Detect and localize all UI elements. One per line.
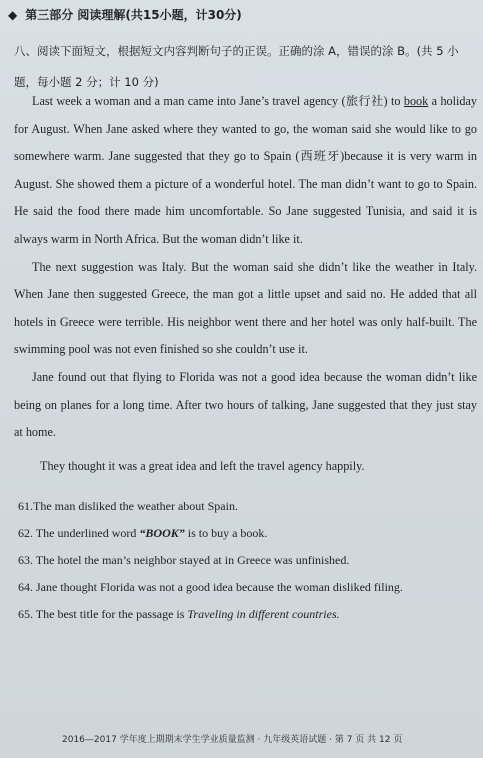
passage-paragraph-3: Jane found out that flying to Florida was not a good idea because the woman didn’t like being on planes for a long time. After two hours of talking, Jane suggested that they just stay at home. xyxy=(14,369,477,440)
instructions: 八、阅读下面短文，根据短文内容判断句子的正误。正确的涂 A，错误的涂 B。(共 5 小题，每小题 2 分；计 10 分) xyxy=(14,44,459,89)
passage-paragraph-4: They thought it was a great idea and left the travel agency happily. xyxy=(40,458,365,473)
question-62-rest: is to buy a book. xyxy=(184,526,268,540)
question-65-text: 65. The best title for the passage is xyxy=(18,607,188,621)
question-62 xyxy=(18,520,473,547)
passage-paragraph-1 xyxy=(14,88,477,254)
passage-paragraph-2: The next suggestion was Italy. But the woman said she didn’t like the weather in Italy. When Jane then suggested Greece, the man got a little upset and said no. He added that all hotels in Greece were terrible. His neighbor went there and her hotel was only half-built. The swimming pool was not even finished so she couldn’t use it. xyxy=(14,259,477,357)
reading-passage xyxy=(14,88,477,480)
question-list xyxy=(18,493,473,628)
question-62-word: “BOOK” xyxy=(139,526,185,540)
question-62-text: 62. The underlined word xyxy=(18,526,140,540)
section-title: 第三部分 阅读理解(共15小题，计30分) xyxy=(25,8,242,22)
section-header xyxy=(8,6,242,23)
page-footer: 2016—2017 学年度上期期末学生学业质量监测 · 九年级英语试题 · 第 7 页 共 12 页 xyxy=(62,735,403,745)
question-64: 64. Jane thought Florida was not a good idea because the woman disliked filing. xyxy=(18,580,403,594)
diamond-bullet-icon: ◆ xyxy=(8,8,18,22)
question-61: 61.The man disliked the weather about Spain. xyxy=(18,499,238,513)
underlined-word-book: book xyxy=(403,94,429,108)
p1-text-start: Last week a woman and a man came into Jane’s travel agency (旅行社) to xyxy=(32,94,404,108)
question-65 xyxy=(18,601,473,628)
question-65-title: Traveling in different countries. xyxy=(187,607,340,621)
p1-text-rest: a holiday for August. When Jane asked where they wanted to go, the woman said she would like to go somewhere warm. Jane suggested that they go to Spain (西班牙)because it is very warm in August. She showed them a picture of a wonderful hotel. The man didn’t want to go to Spain. He said the food there made him uncomfortable. So Jane suggested Tunisia, and said it is always warm in North Africa. But the woman didn’t like it. xyxy=(14,94,478,246)
question-63: 63. The hotel the man’s neighbor stayed at in Greece was unfinished. xyxy=(18,553,350,567)
